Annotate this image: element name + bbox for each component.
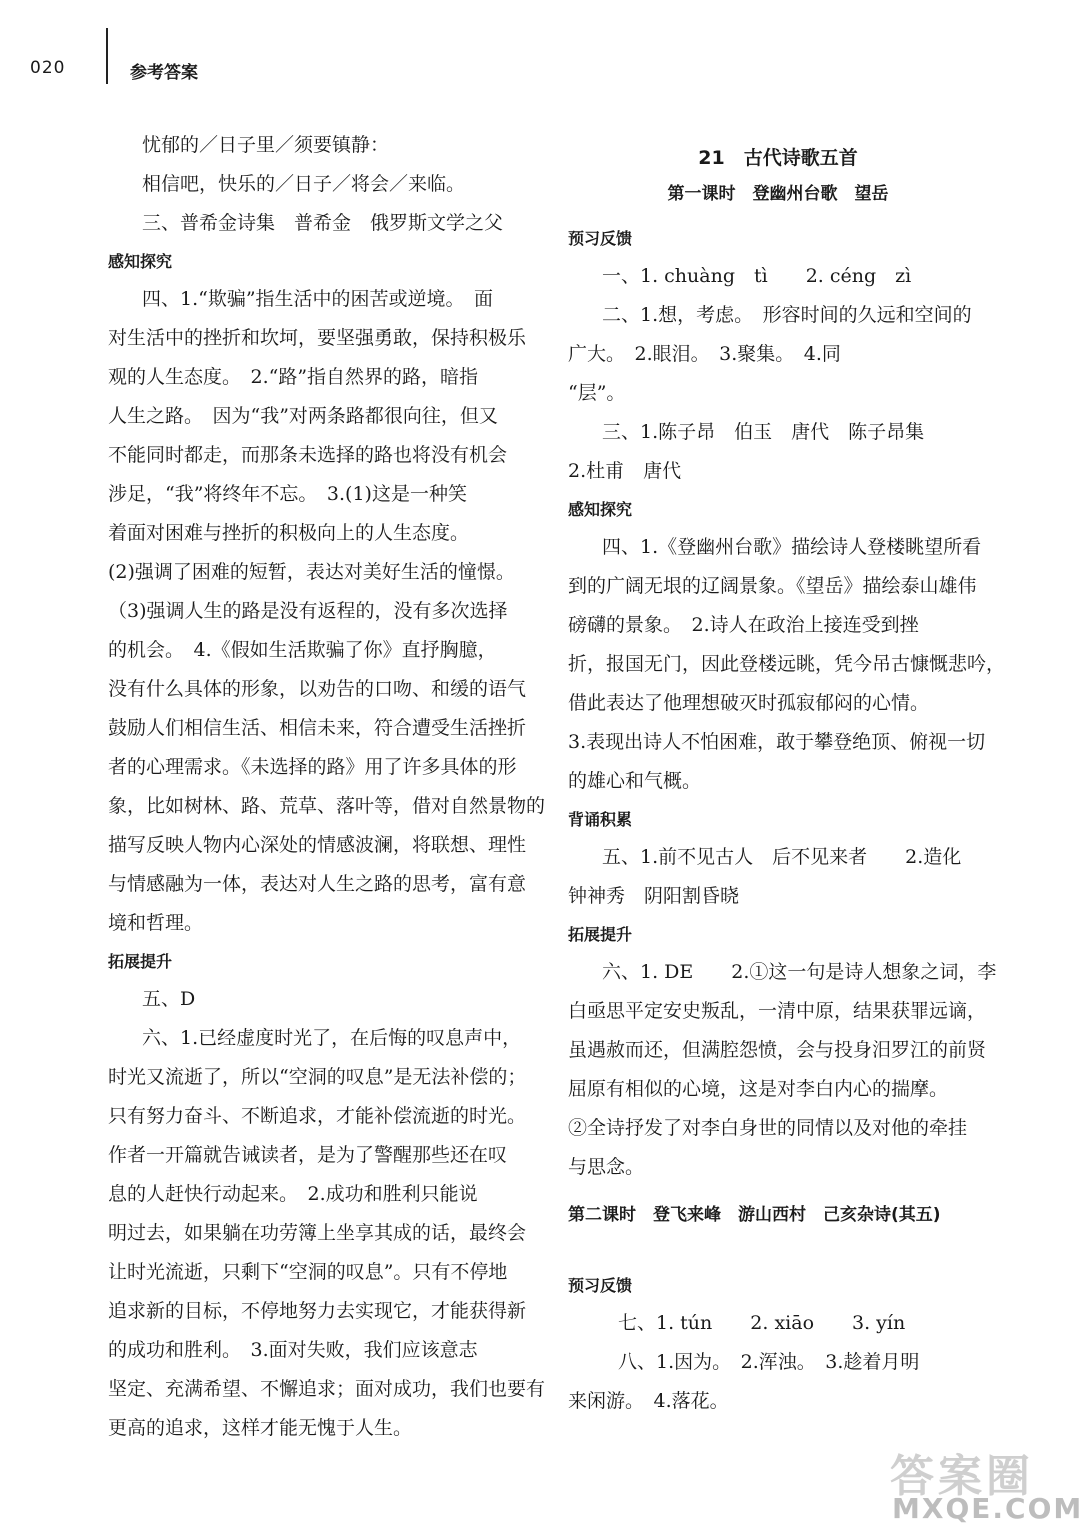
text-line: 追求新的目标，不停地努力去实现它，才能获得新 xyxy=(108,1300,527,1322)
section-heading: 感知探究 xyxy=(108,252,173,271)
text-line: 五、1.前不见古人 后不见来者 2.造化 xyxy=(602,846,962,868)
text-line: 描写反映人物内心深处的情感波澜，将联想、理性 xyxy=(108,834,527,856)
section-heading: 预习反馈 xyxy=(568,1276,633,1295)
text-line: 让时光流逝，只剩下“空洞的叹息”。只有不停地 xyxy=(108,1261,508,1283)
left-column xyxy=(108,126,546,1448)
text-line: 没有什么具体的形象，以劝告的口吻、和缓的语气 xyxy=(108,678,527,700)
text-line: 2.杜甫 唐代 xyxy=(568,460,682,482)
text-line: 忧郁的／日子里／须要镇静： xyxy=(142,134,390,156)
text-line: ②全诗抒发了对李白身世的同情以及对他的牵挂 xyxy=(568,1117,968,1139)
text-line: 三、普希金诗集 普希金 俄罗斯文学之父 xyxy=(142,212,504,234)
text-line: 涉足，“我”将终年不忘。 3.(1)这是一种笑 xyxy=(108,483,467,505)
header-divider xyxy=(106,28,108,84)
text-line: 鼓励人们相信生活、相信未来，符合遭受生活挫折 xyxy=(108,717,527,739)
text-line: 八、1.因为。 2.浑浊。 3.趁着月明 xyxy=(618,1351,920,1373)
section-heading: 拓展提升 xyxy=(568,925,633,944)
watermark-text: 答案圈 xyxy=(890,1451,1034,1502)
text-line: 磅礴的景象。 2.诗人在政治上接连受到挫 xyxy=(568,614,919,636)
text-line: （3)强调人生的路是没有返程的，没有多次选择 xyxy=(108,600,508,622)
section-heading: 预习反馈 xyxy=(568,229,633,248)
chapter-title: 21 古代诗歌五首 xyxy=(698,147,858,169)
text-line: 六、1. DE 2.①这一句是诗人想象之词，李 xyxy=(602,961,997,983)
text-line: 的雄心和气概。 xyxy=(568,770,702,792)
text-line: 只有努力奋斗、不断追求，才能补偿流逝的时光。 xyxy=(108,1105,527,1127)
page-number: 020 xyxy=(30,58,66,78)
text-line: 广大。 2.眼泪。 3.聚集。 4.同 xyxy=(568,343,841,365)
section-heading: 拓展提升 xyxy=(108,952,173,971)
text-line: 六、1.已经虚度时光了，在后悔的叹息声中， xyxy=(142,1027,522,1049)
text-line: 者的心理需求。《未选择的路》用了许多具体的形 xyxy=(108,756,517,778)
text-line: “层”。 xyxy=(568,382,626,404)
text-line: 白亟思平定安史叛乱，一清中原，结果获罪远谪， xyxy=(568,1000,987,1022)
watermark-logo xyxy=(880,1440,1083,1530)
text-line: 屈原有相似的心境，这是对李白内心的揣摩。 xyxy=(568,1078,949,1100)
text-line: 四、1.“欺骗”指生活中的困苦或逆境。 面 xyxy=(142,288,494,310)
text-line: 人生之路。 因为“我”对两条路都很向往，但又 xyxy=(108,405,498,427)
text-line: 的机会。 4.《假如生活欺骗了你》直抒胸臆， xyxy=(108,639,497,661)
text-line: 二、1.想，考虑。 形容时间的久远和空间的 xyxy=(602,304,972,326)
text-line: 钟神秀 阴阳割昏晓 xyxy=(568,885,740,907)
text-line: 三、1.陈子昂 伯玉 唐代 陈子昂集 xyxy=(602,421,925,443)
text-line: 借此表达了他理想破灭时孤寂郁闷的心情。 xyxy=(568,692,930,714)
text-line: 来闲游。 4.落花。 xyxy=(568,1390,729,1412)
text-line: 时光又流逝了，所以“空洞的叹息”是无法补偿的； xyxy=(108,1066,527,1088)
text-line: (2)强调了困难的短暂，表达对美好生活的憧憬。 xyxy=(108,561,515,583)
section-heading: 背诵积累 xyxy=(568,810,633,829)
text-line: 折，报国无门，因此登楼远眺，凭今吊古慷慨悲吟， xyxy=(568,653,1006,675)
text-line: 观的人生态度。 2.“路”指自然界的路，暗指 xyxy=(108,366,479,388)
text-line: 一、1. chuàng tì 2. céng zì xyxy=(602,265,912,287)
text-line: 3.表现出诗人不怕困难，敢于攀登绝顶、俯视一切 xyxy=(568,731,986,753)
page-header-title: 参考答案 xyxy=(130,63,198,83)
text-line: 息的人赶快行动起来。 2.成功和胜利只能说 xyxy=(108,1183,478,1205)
text-line: 与思念。 xyxy=(568,1156,645,1178)
text-line: 虽遇赦而还，但满腔怨愤，会与投身汨罗江的前贤 xyxy=(568,1039,987,1061)
text-line: 五、D xyxy=(142,988,196,1010)
text-line: 的成功和胜利。 3.面对失败，我们应该意志 xyxy=(108,1339,478,1361)
lesson-title: 第一课时 登幽州台歌 望岳 xyxy=(667,184,889,204)
text-line: 明过去，如果躺在功劳簿上坐享其成的话，最终会 xyxy=(108,1222,527,1244)
lesson-title: 第二课时 登飞来峰 游山西村 己亥杂诗(其五) xyxy=(568,1205,941,1225)
text-line: 作者一开篇就告诫读者，是为了警醒那些还在叹 xyxy=(108,1144,508,1166)
watermark-url: MXQE.COM xyxy=(892,1492,1083,1525)
text-line: 相信吧，快乐的／日子／将会／来临。 xyxy=(142,173,466,195)
text-line: 不能同时都走，而那条未选择的路也将没有机会 xyxy=(108,444,508,466)
right-column xyxy=(568,140,1006,1421)
text-line: 七、1. tún 2. xiāo 3. yín xyxy=(618,1312,906,1334)
text-line: 更高的追求，这样才能无愧于人生。 xyxy=(108,1417,413,1439)
text-line: 境和哲理。 xyxy=(108,912,204,934)
section-heading: 感知探究 xyxy=(568,500,633,519)
text-line: 四、1.《登幽州台歌》描绘诗人登楼眺望所看 xyxy=(602,536,982,558)
text-line: 象，比如树林、路、荒草、落叶等，借对自然景物的 xyxy=(108,795,546,817)
page-header xyxy=(0,0,1062,100)
text-line: 与情感融为一体，表达对人生之路的思考，富有意 xyxy=(108,873,527,895)
text-line: 对生活中的挫折和坎坷，要坚强勇敢，保持积极乐 xyxy=(108,327,527,349)
text-line: 到的广阔无垠的辽阔景象。《望岳》描绘泰山雄伟 xyxy=(568,575,977,597)
text-line: 坚定、充满希望、不懈追求；面对成功，我们也要有 xyxy=(108,1378,546,1400)
text-line: 着面对困难与挫折的积极向上的人生态度。 xyxy=(108,522,470,544)
